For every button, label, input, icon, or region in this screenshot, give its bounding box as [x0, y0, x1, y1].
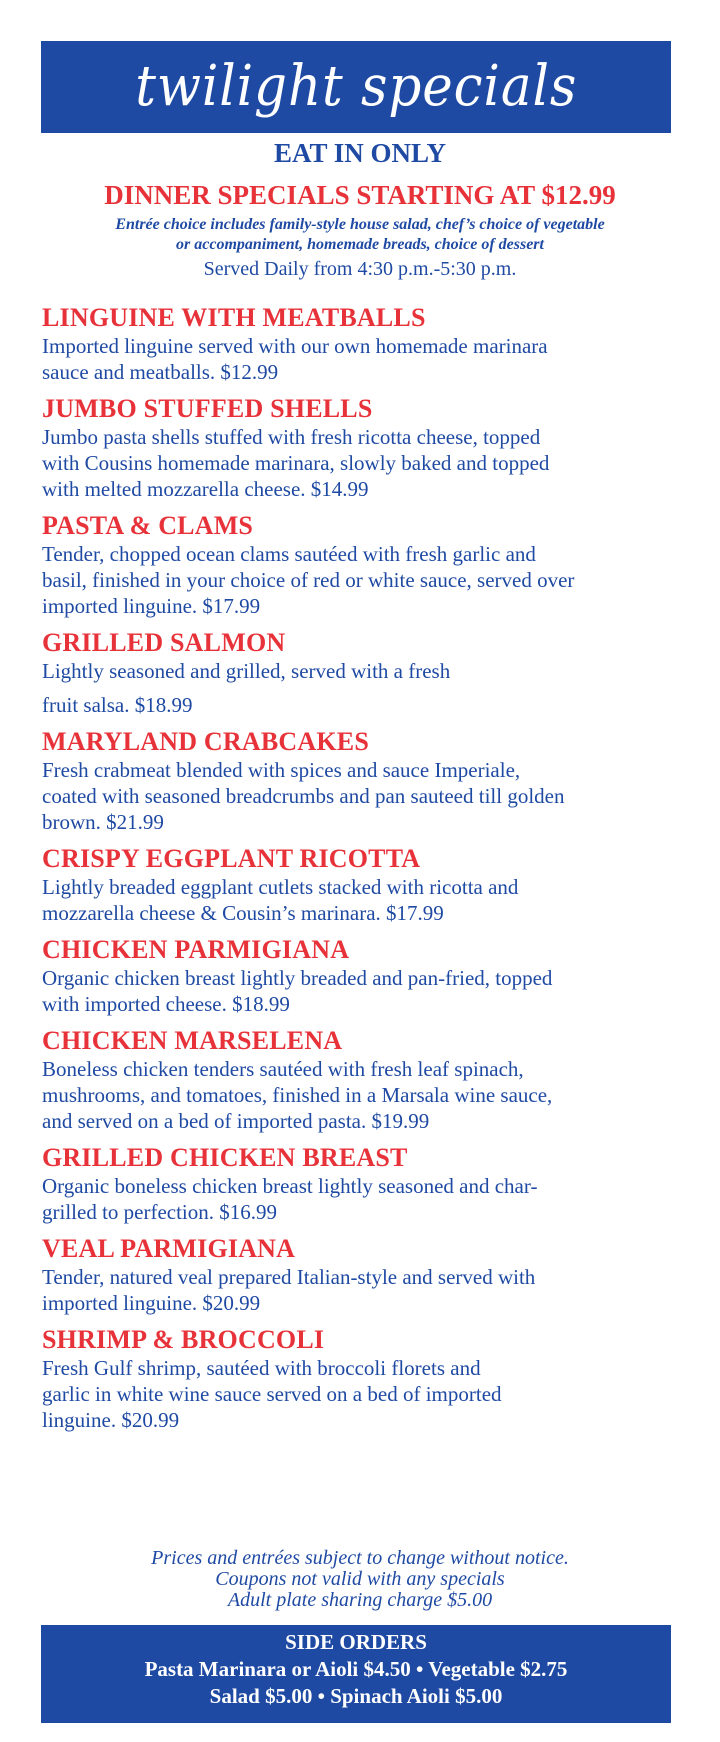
- menu-item-name: CHICKEN MARSELENA: [42, 1026, 343, 1055]
- menu-item-description: [42, 1264, 682, 1316]
- menu-item: [42, 303, 682, 385]
- menu-item-description: [42, 541, 682, 619]
- entree-note-line2: or accompaniment, homemade breads, choice of dessert: [176, 236, 544, 253]
- menu-item-name: CHICKEN PARMIGIANA: [42, 935, 350, 964]
- menu-item-line: and served on a bed of imported pasta. $19.99: [42, 1109, 430, 1133]
- menu-item-description: [42, 965, 682, 1017]
- menu-item-line: Boneless chicken tenders sautéed with fresh leaf spinach,: [42, 1057, 524, 1081]
- menu-item-line: sauce and meatballs. $12.99: [42, 360, 279, 384]
- menu-item-description: [42, 424, 682, 502]
- side-orders-box: [41, 1625, 671, 1723]
- menu-item-line: Fresh crabmeat blended with spices and sauce Imperiale,: [42, 758, 521, 782]
- menu-item-line: with Cousins homemade marinara, slowly baked and topped: [42, 451, 550, 475]
- eat-in-only-heading: EAT IN ONLY: [273, 138, 447, 168]
- menu-item: [42, 628, 682, 718]
- menu-item: [42, 1026, 682, 1134]
- side-orders-line1: Pasta Marinara or Aioli $4.50 • Vegetable $2.75: [144, 1657, 568, 1681]
- menu-item-line: Jumbo pasta shells stuffed with fresh ricotta cheese, topped: [42, 425, 541, 449]
- menu-item-line: with melted mozzarella cheese. $14.99: [42, 477, 369, 501]
- menu-item-line: basil, finished in your choice of red or white sauce, served over: [42, 568, 575, 592]
- menu-item: [42, 511, 682, 619]
- menu-item-description: [42, 757, 682, 835]
- menu-item-line: Imported linguine served with our own homemade marinara: [42, 334, 548, 358]
- footer-notes: [0, 1548, 720, 1611]
- menu-item: [42, 727, 682, 835]
- entree-note: [0, 215, 720, 255]
- menu-item-line: mozzarella cheese & Cousin’s marinara. $17.99: [42, 901, 444, 925]
- menu-item-line: Organic chicken breast lightly breaded and pan-fried, topped: [42, 966, 553, 990]
- menu-item-line: grilled to perfection. $16.99: [42, 1200, 278, 1224]
- menu-item-line: coated with seasoned breadcrumbs and pan sauteed till golden: [42, 784, 565, 808]
- menu-item-line: Organic boneless chicken breast lightly seasoned and char-: [42, 1174, 538, 1198]
- menu-item-line: imported linguine. $17.99: [42, 594, 261, 618]
- menu-item-name: CRISPY EGGPLANT RICOTTA: [42, 844, 421, 873]
- menu-item-description: [42, 874, 682, 926]
- menu-item-description: [42, 1056, 682, 1134]
- footer-note-sharing: Adult plate sharing charge $5.00: [227, 1589, 493, 1611]
- served-hours: Served Daily from 4:30 p.m.-5:30 p.m.: [203, 258, 517, 280]
- menu-item: [42, 844, 682, 926]
- menu-item-name: GRILLED CHICKEN BREAST: [42, 1143, 408, 1172]
- footer-note-coupons: Coupons not valid with any specials: [215, 1568, 505, 1590]
- menu-item-line: mushrooms, and tomatoes, finished in a Marsala wine sauce,: [42, 1083, 553, 1107]
- entree-note-line1: Entrée choice includes family-style house salad, chef’s choice of vegetable: [115, 216, 605, 233]
- menu-item-name: VEAL PARMIGIANA: [42, 1234, 296, 1263]
- menu-item-line: Lightly breaded eggplant cutlets stacked with ricotta and: [42, 875, 519, 899]
- menu-item-line: Fresh Gulf shrimp, sautéed with broccoli florets and: [42, 1356, 481, 1380]
- menu-item-line: linguine. $20.99: [42, 1408, 180, 1432]
- menu-items-list: [42, 303, 682, 1442]
- menu-item-line: Tender, natured veal prepared Italian-style and served with: [42, 1265, 536, 1289]
- menu-item-description: [42, 333, 682, 385]
- menu-item: [42, 1143, 682, 1225]
- side-orders-line2: Salad $5.00 • Spinach Aioli $5.00: [209, 1684, 503, 1708]
- menu-item-line: Lightly seasoned and grilled, served with a fresh: [42, 659, 451, 683]
- menu-item-description: [42, 1173, 682, 1225]
- menu-item-description: [42, 1355, 682, 1433]
- menu-item: [42, 1234, 682, 1316]
- menu-item-line: with imported cheese. $18.99: [42, 992, 290, 1016]
- menu-item-name: PASTA & CLAMS: [42, 511, 254, 540]
- menu-item-name: MARYLAND CRABCAKES: [42, 727, 369, 756]
- menu-item-description: [42, 658, 682, 718]
- menu-item-line: Tender, chopped ocean clams sautéed with fresh garlic and: [42, 542, 536, 566]
- menu-item-line: garlic in white wine sauce served on a bed of imported: [42, 1382, 502, 1406]
- title-banner: [41, 41, 671, 133]
- footer-note-prices: Prices and entrées subject to change without notice.: [151, 1547, 569, 1569]
- menu-item-name: GRILLED SALMON: [42, 628, 286, 657]
- side-orders-title: SIDE ORDERS: [285, 1630, 427, 1654]
- menu-item-line: brown. $21.99: [42, 810, 164, 834]
- dinner-specials-heading: DINNER SPECIALS STARTING AT $12.99: [104, 180, 616, 210]
- menu-item-name: JUMBO STUFFED SHELLS: [42, 394, 373, 423]
- menu-item-name: LINGUINE WITH MEATBALLS: [42, 303, 426, 332]
- menu-item: [42, 1325, 682, 1433]
- menu-item: [42, 394, 682, 502]
- menu-item: [42, 935, 682, 1017]
- banner-title: twilight specials: [134, 54, 577, 119]
- menu-item-line: imported linguine. $20.99: [42, 1291, 261, 1315]
- menu-item-name: SHRIMP & BROCCOLI: [42, 1325, 325, 1354]
- menu-item-line: fruit salsa. $18.99: [42, 693, 193, 717]
